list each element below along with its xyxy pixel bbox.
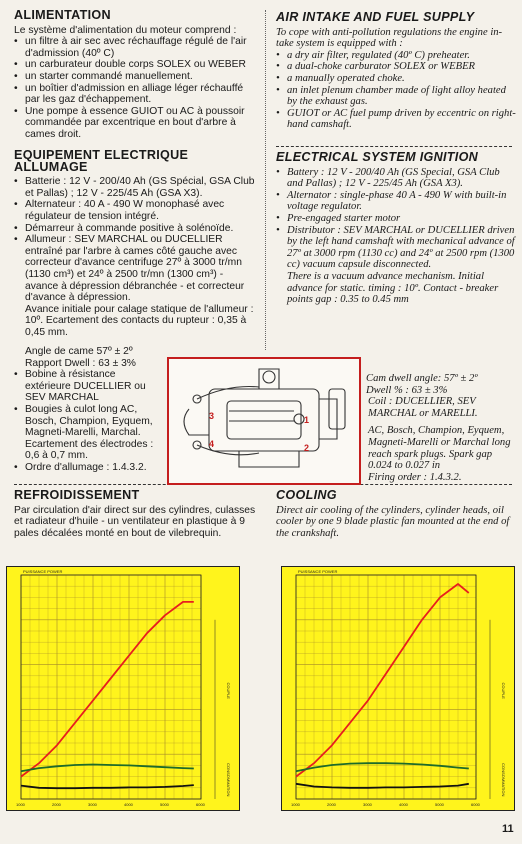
x-tick-label: 3000 — [363, 802, 372, 807]
engine-diagram — [167, 357, 361, 485]
list-item: • Firing order : 1.4.3.2. — [357, 472, 516, 484]
power-chart-2 — [281, 566, 515, 811]
x-tick-label: 6000 — [196, 802, 205, 807]
x-tick-label: 3000 — [88, 802, 97, 807]
series-line-0 — [296, 584, 469, 777]
x-tick-label: 2000 — [52, 802, 61, 807]
list-item: • un boîtier d'admission en alliage léger réchauffé par les gaz d'échappement. — [14, 83, 257, 106]
conso-label: CONSOMMATION — [501, 763, 506, 797]
list-item: • Bobine à résistance extérieure DUCELLIER ou SEV MARCHAL — [14, 369, 160, 404]
refroidissement-text: Par circulation d'air direct sur des cylindres, culasses et radiateur d'huile - un ventilateur en plastique à 9 pales décalées monté en bout de vilebrequin. — [14, 504, 256, 539]
diagram-label-1: 1 — [304, 415, 310, 425]
alimentation-list — [14, 36, 257, 140]
dwell-angle: Cam dwell angle: 57º ± 2º — [366, 373, 478, 384]
power-chart-2-svg — [282, 567, 514, 810]
list-item: • Batterie : 12 V - 200/40 Ah (GS Spécial, GSA Club et Pallas) ; 12 V - 225/45 Ah (GSA X3). — [14, 176, 257, 199]
x-tick-label: 6000 — [471, 802, 480, 807]
dwell-percent: Dwell % : 63 ± 3% — [366, 384, 448, 396]
x-tick-label: 1000 — [291, 802, 300, 807]
section-alimentation — [14, 10, 257, 141]
list-item: • un carburateur double corps SOLEX ou WEBER — [14, 59, 257, 71]
list-item: • an inlet plenum chamber made of light alloy heated by the exhaust gas. — [276, 85, 516, 108]
electrique-list-2 — [14, 369, 160, 473]
heading-refroidissement: REFROIDISSEMENT — [14, 488, 140, 502]
section-air-intake — [276, 12, 516, 131]
engine-drawing — [169, 359, 359, 483]
heading-alimentation: ALIMENTATION — [14, 8, 111, 22]
power-label: PUISSANCE POWER — [298, 569, 338, 574]
ignition-list — [276, 167, 516, 271]
list-item: • Coil : DUCELLIER, SEV MARCHAL or MARELLI. — [357, 396, 516, 419]
alimentation-intro: Le système d'alimentation du moteur comprend : — [14, 24, 237, 36]
air-intake-intro: To cope with anti-pollution regulations the engine in-take system is equipped with : — [276, 26, 503, 50]
list-item: • AC, Bosch, Champion, Eyquem, Magneti-Marelli or Marchal long reach spark plugs. Spark gap 0.024 to 0.027 in — [357, 425, 516, 471]
heading-air-intake: AIR INTAKE AND FUEL SUPPLY — [276, 10, 475, 24]
x-tick-label: 5000 — [160, 802, 169, 807]
list-item: • Alternateur : 40 A - 490 W monophasé avec régulateur de tension intégré. — [14, 199, 257, 222]
couple-label: COUPLE — [226, 682, 231, 699]
heading-cooling: COOLING — [276, 488, 337, 502]
list-item: • un starter commandé manuellement. — [14, 71, 257, 83]
series-line-0 — [21, 602, 194, 777]
power-chart-1-svg — [7, 567, 239, 810]
section-divider — [276, 146, 512, 147]
diagram-label-4: 4 — [209, 439, 215, 449]
x-tick-label: 1000 — [16, 802, 25, 807]
dwell-text: Angle de came 57º ± 2º Rapport Dwell : 63 ± 3% — [25, 346, 136, 369]
couple-label: COUPLE — [501, 682, 506, 699]
list-item: • a dry air filter, regulated (40º C) preheater. — [276, 50, 516, 62]
heading-electrique: EQUIPEMENT ELECTRIQUE ALLUMAGE — [14, 148, 189, 174]
diagram-label-2: 2 — [304, 443, 310, 453]
x-tick-label: 4000 — [124, 802, 133, 807]
series-line-2 — [296, 784, 469, 788]
list-item: • Démarreur à commande positive à solénoïde. — [14, 223, 257, 235]
x-tick-label: 4000 — [399, 802, 408, 807]
list-item: • Alternator : single-phase 40 A - 490 W with built-in voltage regulator. — [276, 190, 516, 213]
heading-ignition: ELECTRICAL SYSTEM IGNITION — [276, 150, 479, 164]
column-divider — [265, 10, 266, 350]
power-label: PUISSANCE POWER — [23, 569, 63, 574]
page-number: 11 — [502, 823, 514, 835]
list-item: • Allumeur : SEV MARCHAL ou DUCELLIER entraîné par l'arbre à cames côté gauche avec correcteur d'avance centrifuge 27º à 3000 tr/mn (1130 cm³) et 24º à 2500 tr/mn (1300 cm³) - avance à dépression débranchée - et correcteur d'avance à dépression. — [14, 234, 257, 304]
list-item: • a manually operated choke. — [276, 73, 516, 85]
diagram-label-3: 3 — [209, 411, 215, 421]
x-tick-label: 5000 — [435, 802, 444, 807]
list-item: • un filtre à air sec avec réchauffage régulé de l'air d'admission (40º C) — [14, 36, 257, 59]
section-electrique-2 — [25, 346, 160, 474]
list-item: • Bougies à culot long AC, Bosch, Champion, Eyquem, Magneti-Marelli, Marchal. Ecartement des électrodes : 0,6 à 0,7 mm. — [14, 404, 160, 462]
air-intake-list — [276, 50, 516, 131]
section-ignition-2 — [366, 373, 516, 483]
list-item: • Une pompe à essence GUIOT ou AC à poussoir commandée par excentrique en bout d'arbre à cames droit. — [14, 106, 257, 141]
list-item: • Ordre d'allumage : 1.4.3.2. — [14, 462, 160, 474]
list-item: • Pre-engaged starter motor — [276, 213, 516, 225]
x-tick-label: 2000 — [327, 802, 336, 807]
list-item: • Battery : 12 V - 200/40 Ah (GS Special, GSA Club and Pallas) ; 12 V - 225/45 Ah (GSA X3). — [276, 167, 516, 190]
series-line-1 — [296, 763, 469, 771]
ignition-extra: There is a vacuum advance mechanism. Initial advance for static. timing : 10º. Contact - breaker points gap : 0.35 to 0.45 mm — [287, 270, 499, 306]
list-item: • a dual-choke carburator SOLEX or WEBER — [276, 61, 516, 73]
section-electrique — [14, 150, 257, 339]
cooling-text: Direct air cooling of the cylinders, cylinder heads, oil cooler by one 9 blade plastic fan mounted at the end of the crankshaft. — [276, 504, 510, 539]
list-item: • GUIOT or AC fuel pump driven by eccentric on right-hand camshaft. — [276, 108, 516, 131]
section-cooling — [276, 490, 516, 539]
power-chart-1 — [6, 566, 240, 811]
ignition-list-2 — [357, 396, 516, 483]
conso-label: CONSOMMATION — [226, 763, 231, 797]
section-ignition — [276, 152, 516, 306]
section-refroidissement — [14, 490, 257, 539]
list-item: • Distributor : SEV MARCHAL or DUCELLIER driven by the left hand camshaft with mechanical advance of 27º at 3000 rpm (1130 cc) and 24º at 2500 rpm (1300 cc) vacuum capsule disconnected. — [276, 225, 516, 271]
electrique-extra: Avance initiale pour calage statique de l'allumeur : 10º. Ecartement des contacts du rupteur : 0,35 à 0,45 mm. — [25, 303, 254, 338]
electrique-list — [14, 176, 257, 304]
